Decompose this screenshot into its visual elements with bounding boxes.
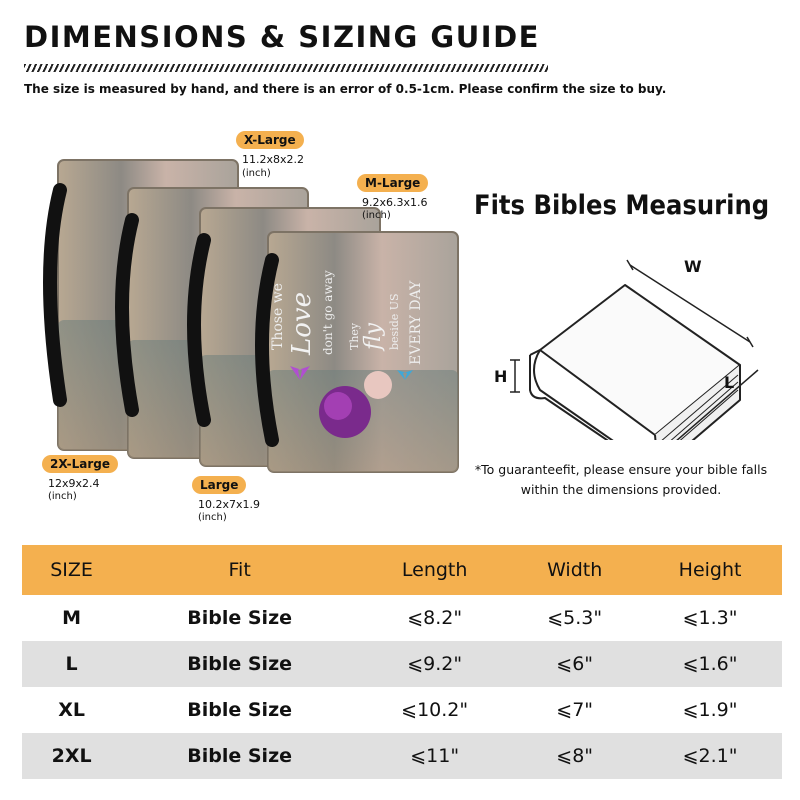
size-dims-2x-large: 12x9x2.4	[48, 477, 100, 490]
size-tag-2x-large: 2X-Large	[42, 455, 118, 473]
size-tag-large: Large	[192, 476, 246, 494]
cover-text-4: They	[348, 322, 361, 350]
cell-width: ⩽8"	[511, 733, 638, 779]
title-divider	[24, 64, 548, 72]
length-label: L	[724, 373, 735, 392]
cell-length: ⩽11"	[358, 733, 511, 779]
cell-fit: Bible Size	[121, 733, 358, 779]
cover-text-3: don't go away	[321, 270, 335, 355]
height-label: H	[494, 367, 508, 386]
cell-width: ⩽5.3"	[547, 607, 603, 629]
note-line-1: *To guaranteefit, please ensure your bible falls	[474, 462, 768, 477]
cell-fit: Bible Size	[187, 699, 293, 721]
fit-guarantee-note	[460, 460, 782, 500]
header-width: Width	[511, 545, 638, 595]
cell-length: ⩽8.2"	[407, 607, 463, 629]
cell-length: ⩽10.2"	[401, 699, 469, 721]
cell-size: XL	[58, 699, 85, 721]
cell-fit: Bible Size	[187, 607, 293, 629]
cell-height: ⩽1.3"	[682, 607, 738, 629]
cell-width: ⩽6"	[511, 641, 638, 687]
header-size: SIZE	[22, 545, 121, 595]
note-line-2: within the dimensions provided.	[520, 482, 722, 497]
width-label: W	[684, 257, 702, 276]
cell-size: 2XL	[22, 733, 121, 779]
cell-size: L	[22, 641, 121, 687]
size-tag-x-large: X-Large	[236, 131, 304, 149]
size-dims-x-large: 11.2x8x2.2	[242, 153, 305, 166]
table-header-row	[22, 545, 782, 595]
size-dims-m-large: 9.2x6.3x1.6	[362, 196, 428, 209]
cell-width: ⩽7"	[556, 699, 594, 721]
size-dims-large: 10.2x7x1.9	[198, 498, 261, 511]
size-table	[22, 545, 782, 779]
fits-heading: Fits Bibles Measuring	[474, 190, 770, 221]
table-row	[22, 641, 782, 687]
cover-text-1: Those we	[270, 283, 286, 350]
cover-text-6: beside US	[388, 293, 401, 350]
cell-fit: Bible Size	[121, 641, 358, 687]
header-length: Length	[358, 545, 511, 595]
size-unit-m-large: (inch)	[362, 210, 391, 221]
measurement-note: The size is measured by hand, and there is an error of 0.5-1cm. Please confirm the size to buy.	[24, 82, 667, 96]
cell-height: ⩽1.9"	[682, 699, 738, 721]
table-row	[22, 733, 782, 779]
cover-text-2: Love	[287, 292, 317, 355]
cover-m-large	[262, 232, 458, 472]
cell-height: ⩽1.6"	[638, 641, 782, 687]
cell-size: M	[62, 607, 82, 629]
cover-text-7: EVERY DAY	[408, 280, 424, 365]
cell-height: ⩽2.1"	[638, 733, 782, 779]
size-unit-x-large: (inch)	[242, 168, 271, 179]
size-unit-2x-large: (inch)	[48, 491, 77, 502]
size-tag-m-large: M-Large	[357, 174, 428, 192]
page-title: DIMENSIONS & SIZING GUIDE	[24, 20, 540, 54]
table-row	[22, 687, 782, 733]
book-outline-icon	[470, 230, 790, 440]
header-height: Height	[638, 545, 782, 595]
cover-text-5: fly	[361, 322, 386, 350]
size-unit-large: (inch)	[198, 512, 227, 523]
cell-length: ⩽9.2"	[358, 641, 511, 687]
header-fit: Fit	[121, 545, 358, 595]
table-row	[22, 595, 782, 641]
